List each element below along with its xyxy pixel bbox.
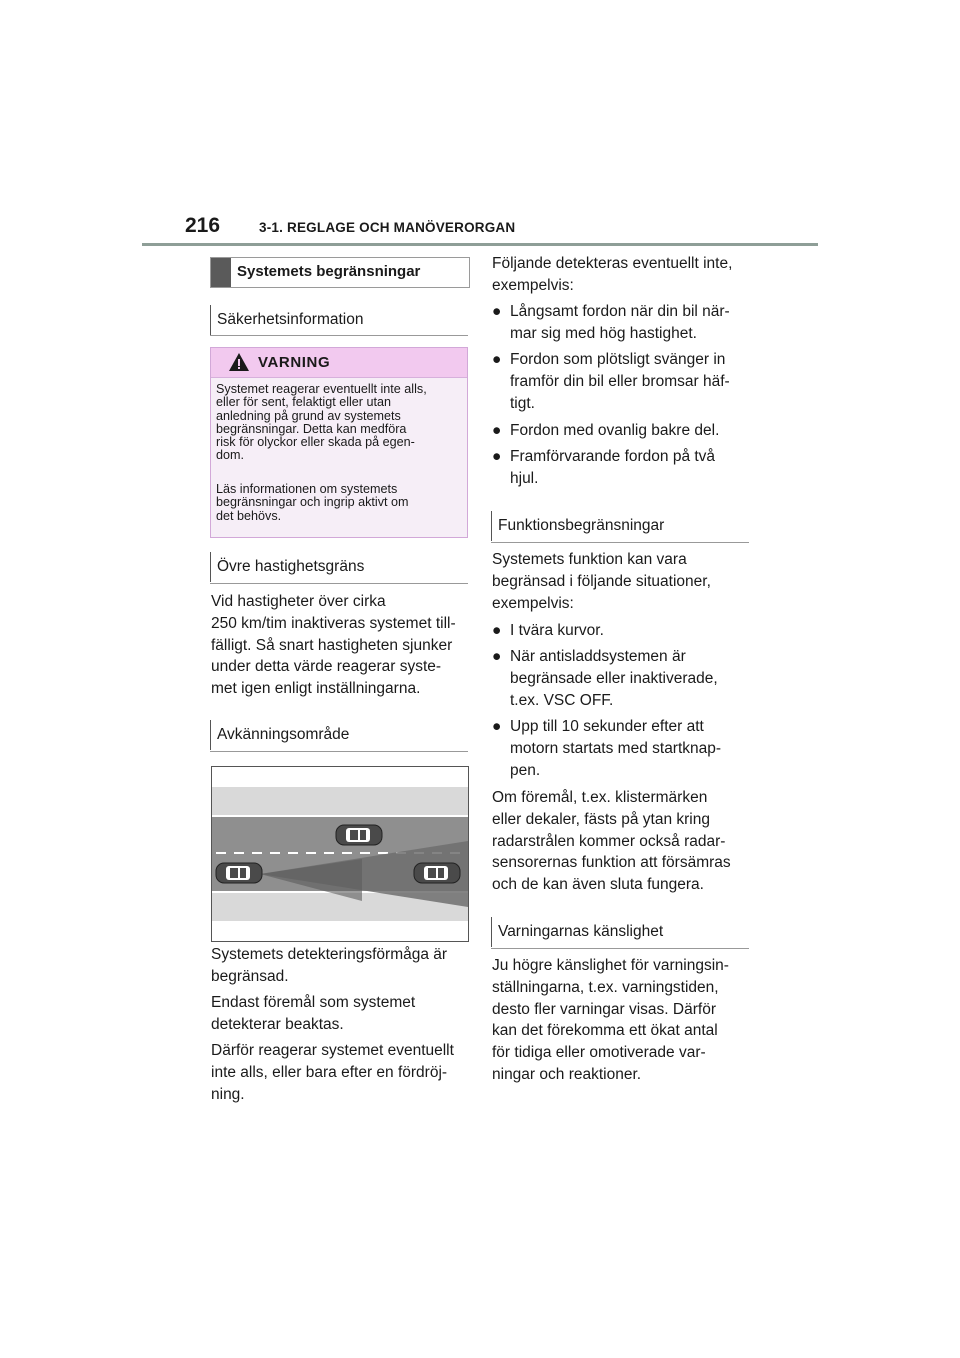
subheading-rule [491, 542, 749, 543]
subheading-rule [210, 583, 468, 584]
bullet-icon: ● [492, 648, 502, 665]
car-ego-icon [216, 863, 262, 883]
speed-limit-text: Vid hastigheter över cirka 250 km/tim inaktiveras systemet till- fälligt. Så snart hastigheten sjunker under detta värde reagerar syste- met igen enligt inställningarna. [211, 593, 456, 698]
list-item: ● Fordon med ovanlig bakre del. [492, 420, 754, 442]
road-diagram [212, 767, 468, 941]
car-ahead-icon [414, 863, 460, 883]
warning-separator [211, 377, 467, 378]
section-marker [211, 258, 231, 287]
detection-text-1: Systemets detekteringsförmåga är begränsad. [211, 946, 448, 985]
section-title: Systemets begränsningar [237, 263, 421, 280]
radar-text: Om föremål, t.ex. klistermärken eller dekaler, fästs på ytan kring radarstrålen kommer också radar- sensorernas funktion att försämras och de kan även sluta fungera. [492, 789, 731, 894]
bullet-icon: ● [492, 718, 502, 735]
page-number: 216 [185, 214, 221, 237]
sensitivity-text: Ju högre känslighet för varningsin- ställningarna, t.ex. varningstiden, desto fler varningar visas. Därför kan det förekomma ett ökat antal för tidiga eller omotiverade var- ningar och reaktioner. [492, 957, 729, 1083]
header-rule [142, 243, 818, 246]
warning-triangle-icon [228, 352, 250, 372]
subheading-rule [210, 751, 468, 752]
warning-paragraph-2: Läs informationen om systemets begränsningar och ingrip aktivt om det behövs. [216, 482, 409, 523]
list-item: ● När antisladdsystemen är begränsade eller inaktiverade, t.ex. VSC OFF. [492, 648, 718, 709]
detection-range-figure [211, 766, 469, 942]
warning-paragraph-1: Systemet reagerar eventuellt inte alls, eller för sent, felaktigt eller utan anledning på grund av systemets begränsningar. Detta kan medföra risk för olyckor eller skada på egen- dom. [216, 382, 427, 463]
subheading-function-limits: Funktionsbegränsningar [491, 511, 664, 541]
subheading-detection-range: Avkänningsområde [210, 720, 349, 750]
car-front-lane-icon [336, 825, 382, 845]
detection-text-2: Endast föremål som systemet detekterar beaktas. [211, 994, 416, 1033]
chapter-title: 3-1. REGLAGE OCH MANÖVERORGAN [259, 220, 516, 235]
subheading-warning-sensitivity: Varningarnas känslighet [491, 917, 663, 947]
function-intro: Systemets funktion kan vara begränsad i följande situationer, exempelvis: [492, 551, 711, 612]
bullet-icon: ● [492, 422, 502, 439]
bullet-icon: ● [492, 448, 502, 465]
subheading-speed-limit: Övre hastighetsgräns [210, 552, 364, 582]
section-title-bar [210, 257, 470, 288]
warning-box [210, 347, 468, 538]
subheading-rule [210, 335, 468, 336]
detection-text-3: Därför reagerar systemet eventuellt inte alls, eller bara efter en fördröj- ning. [211, 1042, 454, 1103]
not-detected-intro: Följande detekteras eventuellt inte, exempelvis: [492, 255, 733, 294]
list-item: ● Långsamt fordon när din bil när- mar sig med hög hastighet. [492, 303, 730, 342]
list-item: ● Upp till 10 sekunder efter att motorn startats med startknap- pen. [492, 718, 722, 779]
list-item: ● Fordon som plötsligt svänger in framför din bil eller bromsar häf- tigt. [492, 351, 730, 412]
subheading-safety: Säkerhetsinformation [210, 305, 363, 335]
subheading-rule [491, 948, 749, 949]
warning-title: VARNING [258, 354, 331, 371]
list-item: ● Framförvarande fordon på två hjul. [492, 448, 716, 487]
bullet-icon: ● [492, 622, 502, 639]
bullet-icon: ● [492, 351, 502, 368]
list-item: ● I tvära kurvor. [492, 620, 754, 642]
bullet-icon: ● [492, 303, 502, 320]
